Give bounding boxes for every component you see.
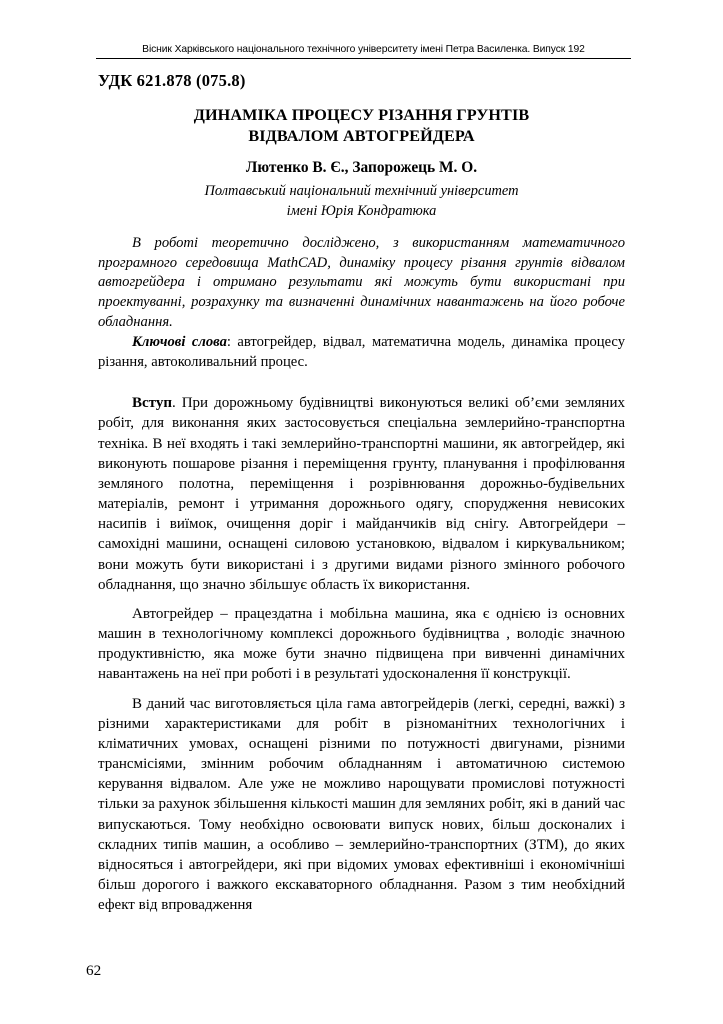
authors: Лютенко В. Є., Запорожець М. О. bbox=[245, 159, 478, 177]
paragraph-text-1: . При дорожньому будівництві виконуються великі об’єми земляних робіт, для виконання яких застосовується спеціальна землерийно-транспортна техніка. В неї входять і такі землерийно-транспортні машини, як автогрейдер, які виконують пошарове різання і переміщення грунту, планування і профілювання земляного полотна, переміщення і розрівнювання дорожньо-будівельних матеріалів, ремонт і утримання дорожнього одягу, спорудження невисоких насипів і виїмок, очищення доріг і майданчиків від снігу. Автогрейдери – самохідні машини, оснащені силовою установкою, відвалом і киркувальником; вони можуть бути використані і з другими видами різного змінного робочого обладнання, що значно збільшує область їх використання. bbox=[98, 395, 625, 593]
title-line-2: ВІДВАЛОМ АВТОГРЕЙДЕРА bbox=[248, 126, 475, 145]
keywords-label: Ключові слова bbox=[132, 334, 227, 351]
keywords-body: : автогрейдер, відвал, математична модель, динаміка процесу різання, автоколивальний процес. bbox=[98, 334, 625, 370]
title-line-1: ДИНАМІКА ПРОЦЕСУ РІЗАННЯ ГРУНТІВ bbox=[193, 106, 530, 124]
running-head: Вісник Харківського національного технічного університету імені Петра Василенка. Випуск 192 bbox=[96, 44, 631, 59]
abstract: В роботі теоретично досліджено, з використанням математичного програмного середовища MathCAD, динаміку процесу різання грунтів відвалом автогрейдера і отримано результати які можуть бути використані при проектуванні, розрахунку та визначенні динамічних навантажень на його робоче обладнання. bbox=[98, 235, 625, 330]
body-paragraph-1 bbox=[98, 393, 625, 595]
paragraph-text-2: Автогрейдер – працездатна і мобільна машина, яка є однією із основних машин в технологічному комплексі дорожнього будівництва , володіє значною продуктивністю, яка може бути значно підвищена при вивченні динамічних навантажень на неї при роботі і в результаті удосконалення її конструкції. bbox=[98, 605, 625, 683]
page-number: 62 bbox=[86, 962, 102, 979]
affiliation-line-2: імені Юрія Кондратюка bbox=[286, 202, 437, 219]
body-paragraph-2 bbox=[98, 604, 625, 685]
affiliation bbox=[98, 182, 625, 221]
paragraph-text-3: В даний час виготовляється ціла гама автогрейдерів (легкі, середні, важкі) з різними характеристиками для робіт в різноманітних технологічних і кліматичних умовах, оснащені різними по потужності двигунами, різними трансмісіями, змінним робочим обладнанням і автоматичною системою керування відвалом. Але уже не можливо нарощувати промислові потужності тільки за рахунок збільшення кількості машин для земляних робіт, які в даний час випускаються. Тому необхідно освоювати випуск нових, більш досконалих і складних типів машин, а особливо – землерийно-транспортних (ЗТМ), до яких відносяться і автогрейдери, які при відомих умовах ефективніші і економічніші більш дорогого і важкого екскаваторного обладнання. Разом з тим необхідний ефект від впровадження bbox=[98, 695, 625, 914]
udc-code: УДК 621.878 (075.8) bbox=[98, 71, 246, 90]
body-paragraph-3 bbox=[98, 694, 625, 916]
affiliation-line-1: Полтавський національний технічний університет bbox=[204, 183, 519, 200]
keywords bbox=[98, 333, 625, 372]
paragraph-lead-1: Вступ bbox=[132, 395, 172, 412]
page-title bbox=[98, 105, 625, 146]
